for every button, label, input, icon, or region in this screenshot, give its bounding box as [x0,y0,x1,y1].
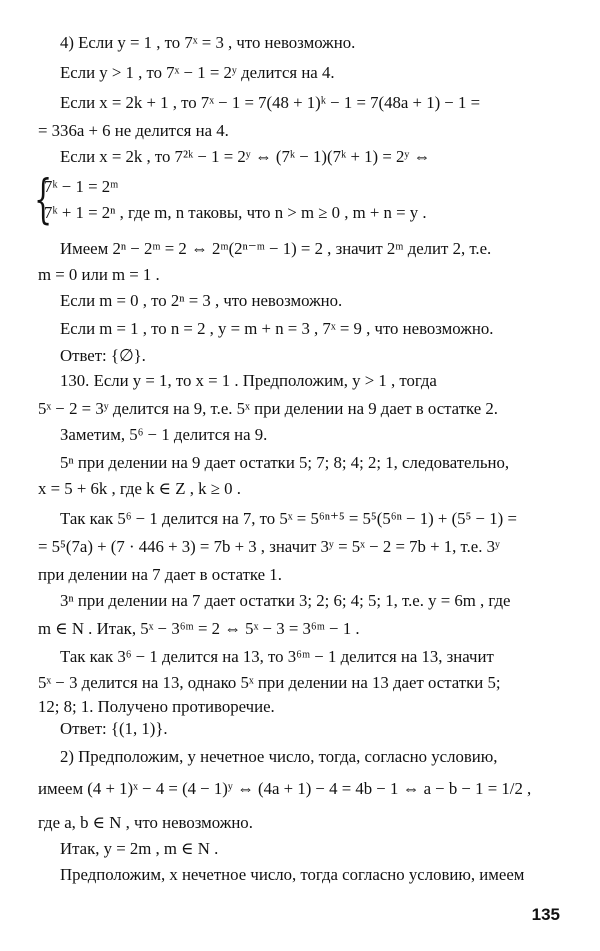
text-line: 12; 8; 1. Получено противоречие. [38,697,275,716]
text-line: Предположим, x нечетное число, тогда согласно условию, имеем [60,865,525,884]
text-line: Если x = 2k , то 7²ᵏ − 1 = 2ʸ ⇔ (7ᵏ − 1)(7ᵏ + 1) = 2ʸ ⇔ [60,147,431,166]
answer-line: Ответ: {(1, 1)}. [60,719,168,738]
text-line: где a, b ∈ N , что невозможно. [38,813,253,832]
text-line: при делении на 7 дает в остатке 1. [38,565,282,584]
system-brace: { [34,170,53,230]
text-line: Если x = 2k + 1 , то 7ˣ − 1 = 7(48 + 1)ᵏ − 1 = 7(48a + 1) − 1 = [60,93,481,112]
equation-system-row: 7ᵏ + 1 = 2ⁿ , где m, n таковы, что n > m ≥ 0 , m + n = y . [44,203,427,222]
text-line: Если m = 0 , то 2ⁿ = 3 , что невозможно. [60,291,343,310]
text-line: Так как 5⁶ − 1 делится на 7, то 5ˣ = 5⁶ⁿ⁺⁵ = 5⁵(5⁶ⁿ − 1) + (5⁵ − 1) = [60,509,517,528]
answer-line: Ответ: {∅}. [60,346,146,365]
text-line: m ∈ N . Итак, 5ˣ − 3⁶ᵐ = 2 ⇔ 5ˣ − 3 = 3⁶ᵐ − 1 . [38,619,360,638]
text-line: x = 5 + 6k , где k ∈ Z , k ≥ 0 . [38,479,241,498]
text-line: = 336a + 6 не делится на 4. [38,121,229,140]
text-line: Если y > 1 , то 7ˣ − 1 = 2ʸ делится на 4. [60,63,335,82]
equation-system-row: 7ᵏ − 1 = 2ᵐ [44,177,119,196]
text-line: 5ˣ − 2 = 3ʸ делится на 9, т.е. 5ˣ при делении на 9 дает в остатке 2. [38,399,498,418]
text-line: Итак, y = 2m , m ∈ N . [60,839,219,858]
text-line: m = 0 или m = 1 . [38,265,160,284]
problem-130-start: 130. Если y = 1, то x = 1 . Предположим, y > 1 , тогда [60,371,437,390]
text-line: 3ⁿ при делении на 7 дает остатки 3; 2; 6; 4; 5; 1, т.е. y = 6m , где [60,591,511,610]
text-line: имеем (4 + 1)ˣ − 4 = (4 − 1)ʸ ⇔ (4a + 1) − 4 = 4b − 1 ⇔ a − b − 1 = 1/2 , [38,779,532,798]
text-line: Имеем 2ⁿ − 2ᵐ = 2 ⇔ 2ᵐ(2ⁿ⁻ᵐ − 1) = 2 , значит 2ᵐ делит 2, т.е. [60,239,492,258]
text-line: Так как 3⁶ − 1 делится на 13, то 3⁶ᵐ − 1 делится на 13, значит [60,647,494,666]
page-number: 135 [531,905,560,924]
text-line: 2) Предположим, y нечетное число, тогда, согласно условию, [60,747,498,766]
text-line: 5ˣ − 3 делится на 13, однако 5ˣ при делении на 13 дает остатки 5; [38,673,501,692]
text-line: 5ⁿ при делении на 9 дает остатки 5; 7; 8; 4; 2; 1, следовательно, [60,453,510,472]
text-line: Заметим, 5⁶ − 1 делится на 9. [60,425,268,444]
text-line: = 5⁵(7a) + (7 · 446 + 3) = 7b + 3 , значит 3ʸ = 5ˣ − 2 = 7b + 1, т.е. 3ʸ [38,537,500,556]
text-line: Если m = 1 , то n = 2 , y = m + n = 3 , 7ˣ = 9 , что невозможно. [60,319,494,338]
text-line: 4) Если y = 1 , то 7ˣ = 3 , что невозможно. [60,33,356,52]
